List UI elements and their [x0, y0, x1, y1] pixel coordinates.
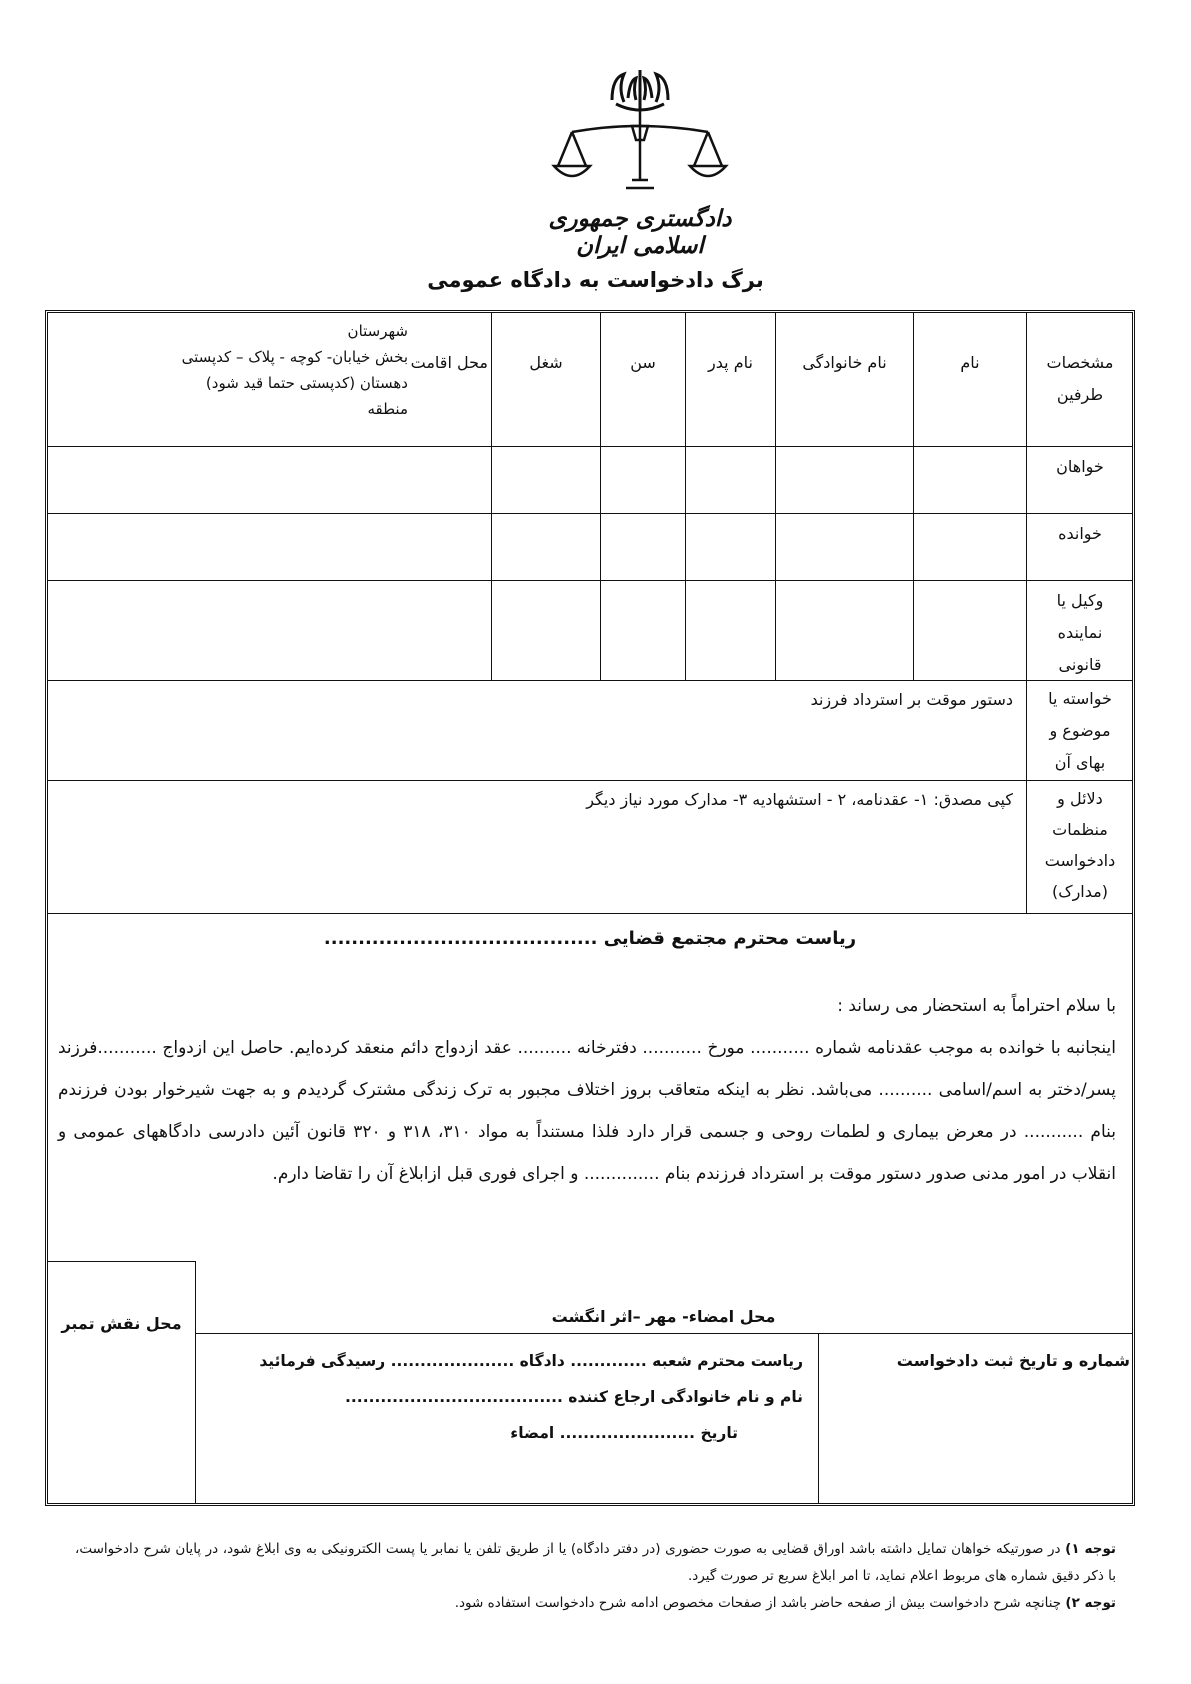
row-label-line: وکیل یا: [1056, 591, 1104, 610]
table-rule: [48, 680, 1132, 681]
address-hint-line: بخش خیابان- کوچه - پلاک – کدپستی: [181, 348, 408, 366]
row-label-defendant: خوانده: [1058, 524, 1102, 543]
row-label-line: دادخواست: [1044, 851, 1116, 870]
table-rule: [48, 513, 1132, 514]
note-2-label: توجه ۲): [1065, 1595, 1116, 1611]
table-rule: [195, 1261, 196, 1503]
registration-number-label: شماره و تاریخ ثبت دادخواست: [896, 1351, 1130, 1370]
column-header-occupation: شغل: [529, 353, 563, 372]
petition-paragraph: اینجانبه با خوانده به موجب عقدنامه شماره ........... مورخ ........... دفترخانه .......... عقد ازدواج دائم منعقد کرده‌ایم. حاصل این ازدواج ...........فرزند پسر/دختر به اسم/اسامی .......... می‌باشد. نظر به اینکه متعاقب بروز اختلاف مجبور به ترک زندگی مشترک گردیدم و به جهت شیرخوار بودن فرزندم بنام ........... در معرض بیماری و لطمات روحی و جسمی قرار دارد فلذا مستنداً به مواد ۳۱۰، ۳۱۸ و ۳۲۰ قانون آئین دادرسی دادگاههای عمومی و انقلاب در امور مدنی صدور دستور موقت بر استرداد فرزندم بنام .............. و اجرای فوری قبل ازابلاغ آن را تقاضا دارم.: [58, 1038, 1116, 1184]
row-header-label: [1028, 347, 1132, 411]
row-label-line: دلائل و: [1057, 789, 1103, 808]
table-rule: [48, 780, 1132, 781]
addressee-line: ریاست محترم مجتمع قضایی ........................................: [323, 928, 857, 949]
scales-of-justice-icon: [520, 70, 760, 205]
row-label-line: بهای آن: [1054, 753, 1106, 772]
date-signature-line: تاریخ ....................... امضاء: [510, 1424, 738, 1442]
table-rule: [48, 446, 1132, 447]
referrer-name-line: نام و نام خانوادگی ارجاع کننده .....................................: [345, 1388, 803, 1406]
column-header-residence: محل اقامت: [410, 353, 488, 372]
row-label-line: نماینده: [1057, 623, 1103, 642]
note-1-text: در صورتیکه خواهان تمایل داشته باشد اوراق قضایی به صورت حضوری (در دفتر دادگاه) یا از طریق تلفن یا نمابر یا پست الکترونیکی به وی ابلاغ شود، در پایان شرح دادخواست، با ذکر دقیق شماره های مربوط اعلام نماید، تا امر ابلاغ سریع تر صورت گیرد.: [75, 1541, 1116, 1584]
row-label-plaintiff: خواهان: [1056, 457, 1104, 476]
row-label-line: (مدارک): [1052, 882, 1108, 901]
address-hint-line: شهرستان: [347, 322, 408, 340]
residence-address-hint: [48, 318, 408, 422]
table-rule: [48, 1261, 195, 1262]
row-label-evidence: [1028, 783, 1132, 907]
row-header-line: طرفین: [1056, 385, 1104, 404]
evidence-value: کپی مصدق: ۱- عقدنامه، ۲ - استشهادیه ۳- مدارک مورد نیاز دیگر: [586, 790, 1013, 809]
table-rule: [818, 1333, 819, 1503]
stamp-area-label: محل نقش تمبر: [61, 1314, 182, 1333]
referral-branch-line: ریاست محترم شعبه ............. دادگاه ..................... رسیدگی فرمائید: [259, 1352, 803, 1370]
note-2: [75, 1590, 1116, 1617]
signature-place-label: محل امضاء- مهر –اثر انگشت: [551, 1307, 776, 1326]
table-rule: [1026, 313, 1027, 913]
note-2-text: چنانچه شرح دادخواست بیش از صفحه حاضر باشد از صفحات مخصوص ادامه شرح دادخواست استفاده شود.: [454, 1595, 1062, 1611]
row-header-line: مشخصات: [1046, 353, 1114, 372]
table-rule: [48, 580, 1132, 581]
row-label-line: موضوع و: [1049, 721, 1111, 740]
column-header-father-name: نام پدر: [708, 353, 753, 372]
note-1-label: توجه ۱): [1065, 1541, 1117, 1557]
note-1: [75, 1536, 1116, 1590]
row-label-attorney: [1028, 585, 1132, 681]
address-hint-line: دهستان (کدپستی حتما قید شود): [205, 374, 408, 392]
column-header-name: نام: [960, 353, 980, 372]
greeting-line: با سلام احتراماً به استحضار می رساند :: [837, 996, 1116, 1016]
row-label-subject: [1028, 683, 1132, 779]
table-rule: [48, 913, 1132, 914]
org-name: دادگستری جمهوری اسلامی ایران: [548, 205, 732, 259]
address-hint-line: منطقه: [367, 400, 408, 418]
row-label-line: منظمات: [1052, 820, 1108, 839]
petition-form-frame: [45, 310, 1135, 1506]
subject-value: دستور موقت بر استرداد فرزند: [810, 690, 1013, 709]
row-label-line: قانونی: [1058, 655, 1102, 674]
footnotes: [75, 1536, 1116, 1617]
form-title: برگ دادخواست به دادگاه عمومی: [427, 268, 764, 292]
column-header-age: سن: [630, 353, 656, 372]
row-label-line: خواسته یا: [1048, 689, 1112, 708]
column-header-family-name: نام خانوادگی: [802, 353, 887, 372]
